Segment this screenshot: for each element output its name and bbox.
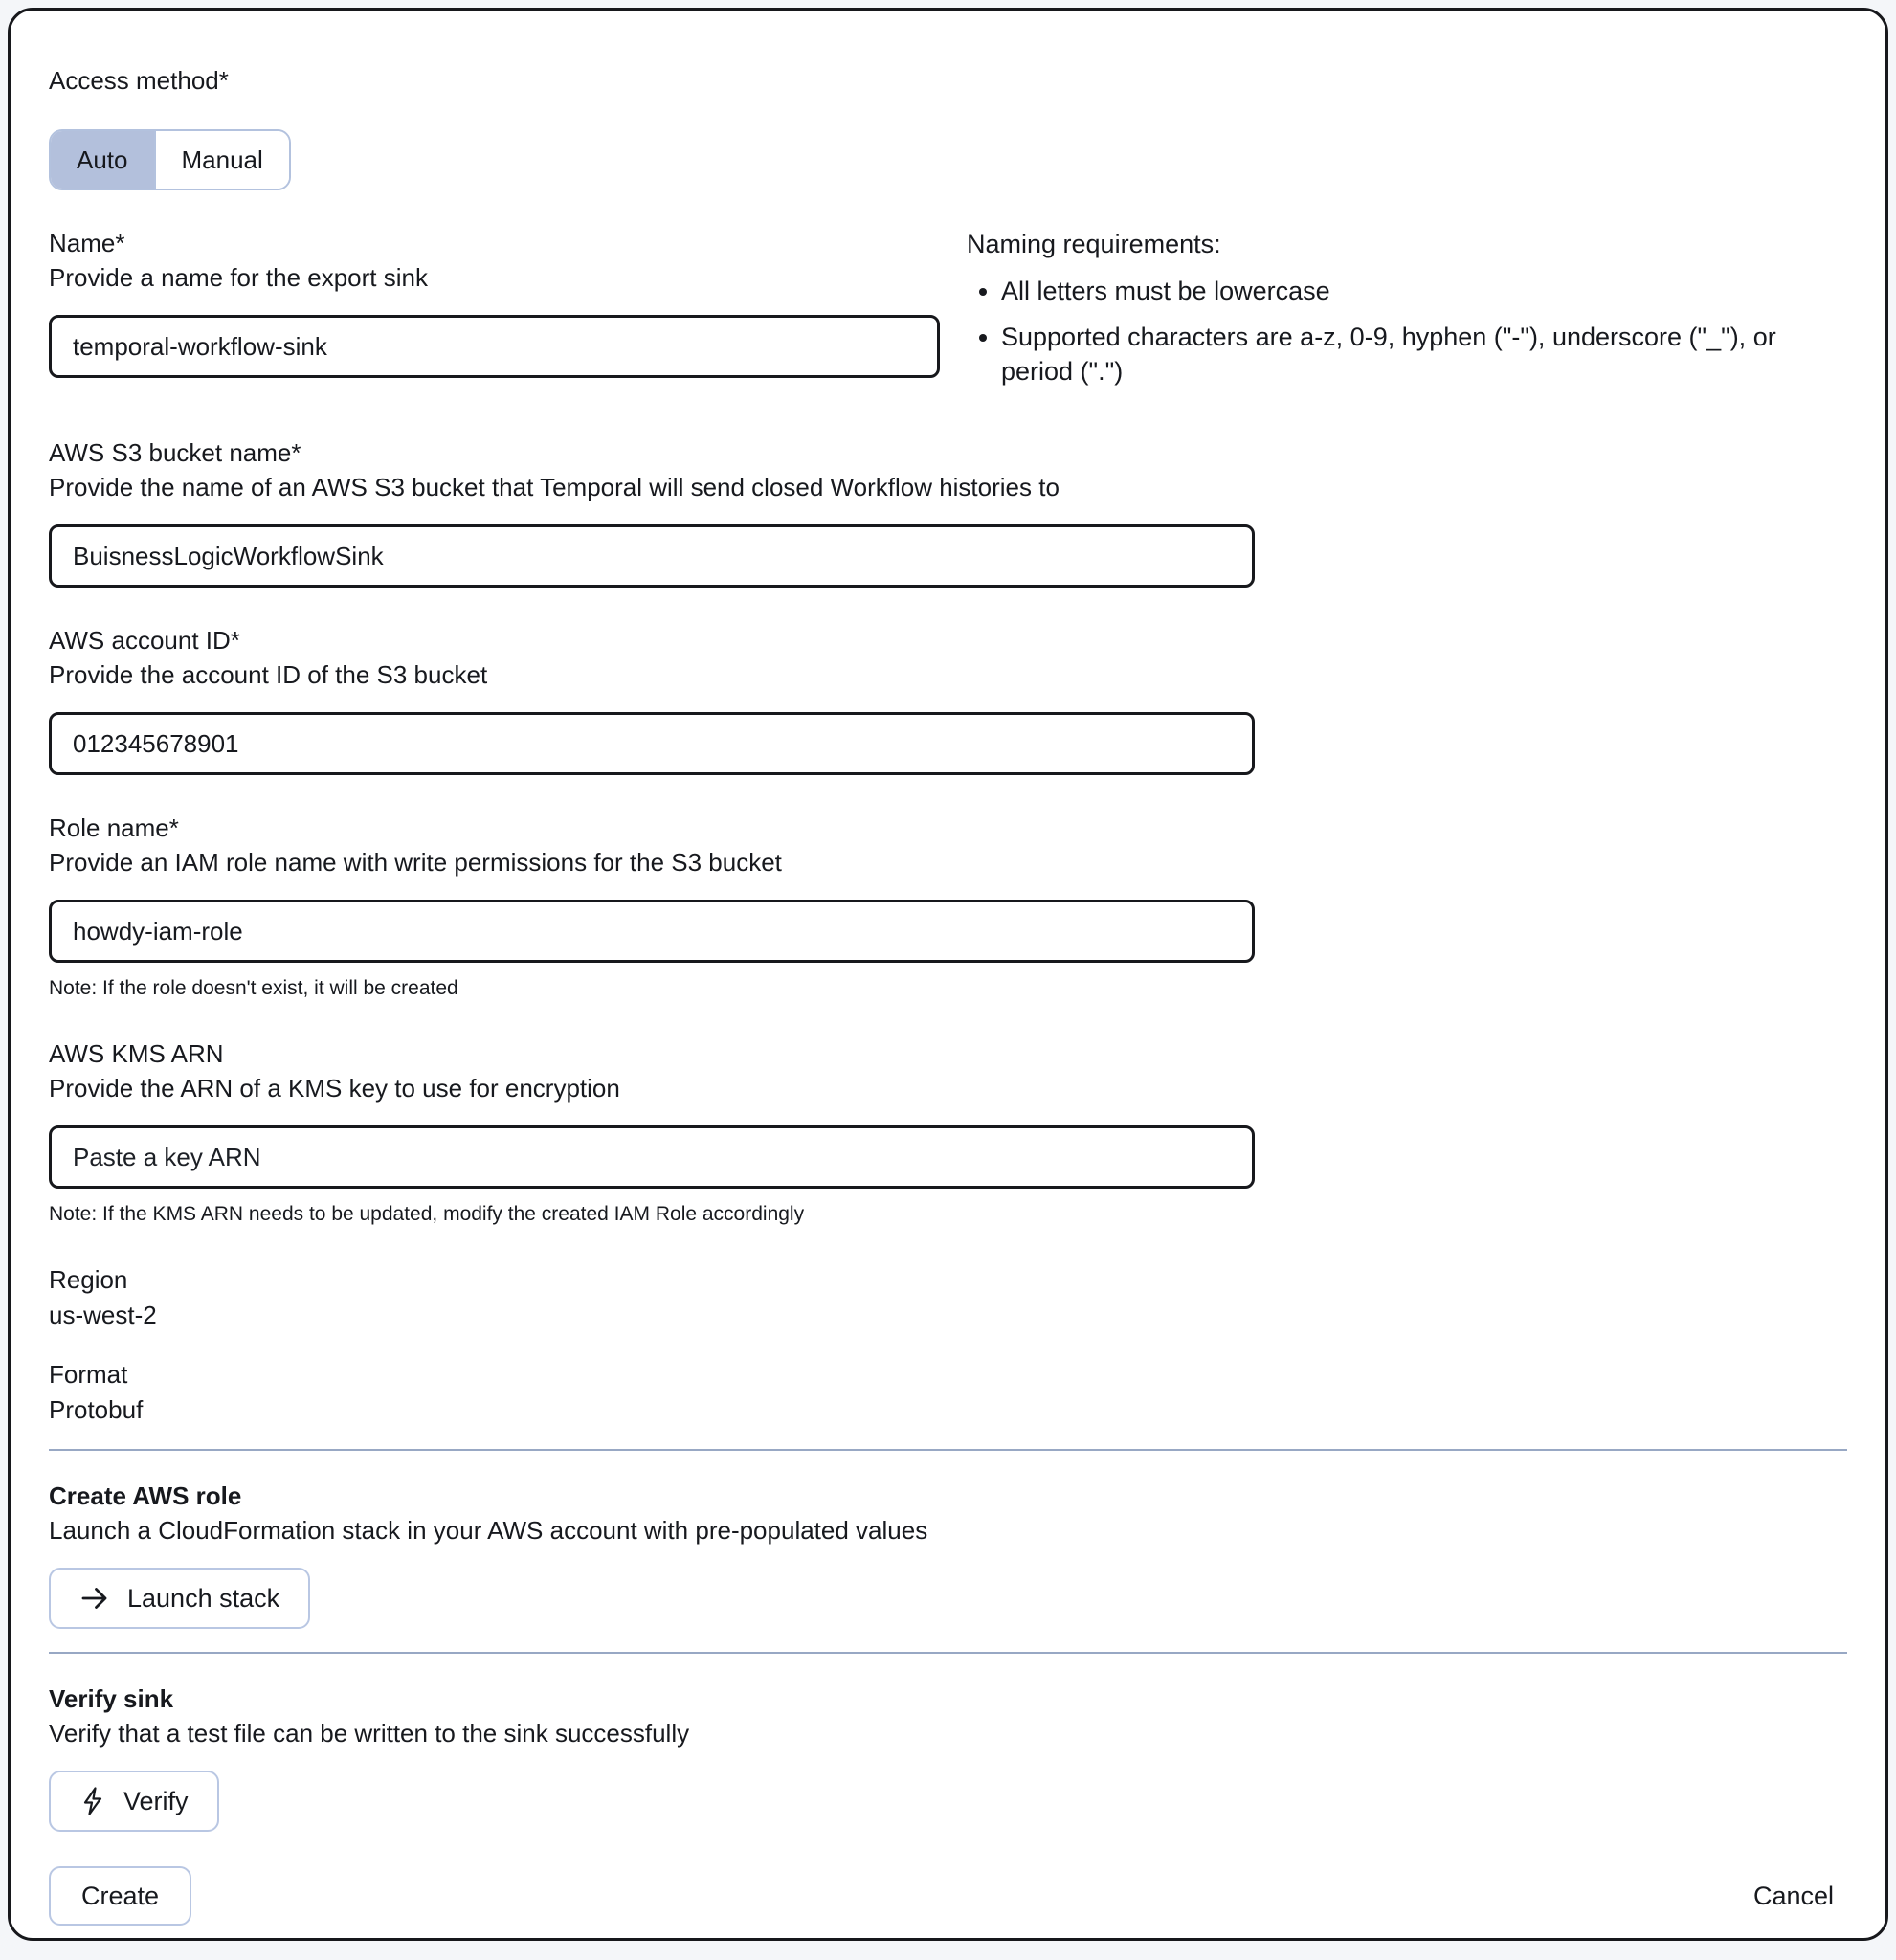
- name-label: Name*: [49, 229, 125, 257]
- account-id-field-group: [49, 624, 1847, 775]
- form-footer: [49, 1866, 1847, 1926]
- verify-button-label: Verify: [123, 1786, 189, 1815]
- naming-requirements-list: [967, 274, 1809, 389]
- role-name-label: Role name*: [49, 813, 179, 842]
- kms-arn-description: Provide the ARN of a KMS key to use for encryption: [49, 1074, 620, 1102]
- naming-requirements: [967, 227, 1847, 400]
- role-name-note: Note: If the role doesn't exist, it will be created: [49, 977, 458, 999]
- naming-requirement-item: • Supported characters are a-z, 0-9, hyphen ("-"), underscore ("_"), or period ("."): [1001, 320, 1809, 389]
- s3-bucket-description: Provide the name of an AWS S3 bucket that Temporal will send closed Workflow histories to: [49, 473, 1060, 501]
- kms-arn-note: Note: If the KMS ARN needs to be updated, modify the created IAM Role accordingly: [49, 1203, 805, 1225]
- format-readonly-field: [49, 1358, 1847, 1426]
- account-id-description: Provide the account ID of the S3 bucket: [49, 660, 488, 689]
- role-name-field-group: [49, 812, 1847, 1001]
- name-input[interactable]: [49, 315, 940, 378]
- kms-arn-field-group: [49, 1037, 1847, 1227]
- arrow-right-icon: [79, 1583, 110, 1614]
- verify-sink-description: Verify that a test file can be written to the sink successfully: [49, 1719, 690, 1748]
- create-button[interactable]: Create: [49, 1866, 191, 1926]
- account-id-input[interactable]: [49, 712, 1255, 775]
- create-aws-role-section: [49, 1480, 1847, 1629]
- export-sink-form-card: [8, 8, 1888, 1941]
- s3-bucket-field-group: [49, 436, 1847, 588]
- format-label: Format: [49, 1360, 128, 1389]
- s3-bucket-input[interactable]: [49, 524, 1255, 588]
- section-divider: [49, 1652, 1847, 1654]
- name-field-group: [49, 227, 944, 400]
- verify-sink-title: Verify sink: [49, 1684, 174, 1713]
- create-aws-role-title: Create AWS role: [49, 1481, 242, 1510]
- kms-arn-input[interactable]: [49, 1125, 1255, 1189]
- account-id-label: AWS account ID*: [49, 626, 240, 655]
- role-name-description: Provide an IAM role name with write permissions for the S3 bucket: [49, 848, 782, 877]
- name-and-requirements-row: [49, 227, 1847, 400]
- kms-arn-label: AWS KMS ARN: [49, 1039, 224, 1068]
- name-description: Provide a name for the export sink: [49, 263, 428, 292]
- cancel-button[interactable]: Cancel: [1740, 1882, 1847, 1911]
- access-method-option-auto[interactable]: Auto: [51, 131, 154, 189]
- verify-sink-section: [49, 1682, 1847, 1832]
- access-method-label: Access method*: [49, 66, 229, 95]
- format-value: Protobuf: [49, 1395, 144, 1424]
- s3-bucket-label: AWS S3 bucket name*: [49, 438, 301, 467]
- verify-button[interactable]: [49, 1771, 219, 1832]
- region-readonly-field: [49, 1263, 1847, 1331]
- lightning-bolt-icon: [79, 1786, 106, 1816]
- access-method-toggle: [49, 129, 291, 190]
- launch-stack-button-label: Launch stack: [127, 1583, 280, 1613]
- naming-requirement-item: • All letters must be lowercase: [1001, 274, 1809, 308]
- naming-requirements-title: Naming requirements:: [967, 230, 1221, 258]
- create-aws-role-description: Launch a CloudFormation stack in your AWS account with pre-populated values: [49, 1516, 928, 1545]
- role-name-input[interactable]: [49, 900, 1255, 963]
- section-divider: [49, 1449, 1847, 1451]
- access-method-option-manual[interactable]: Manual: [154, 131, 289, 189]
- region-value: us-west-2: [49, 1301, 157, 1329]
- launch-stack-button[interactable]: [49, 1568, 310, 1629]
- region-label: Region: [49, 1265, 128, 1294]
